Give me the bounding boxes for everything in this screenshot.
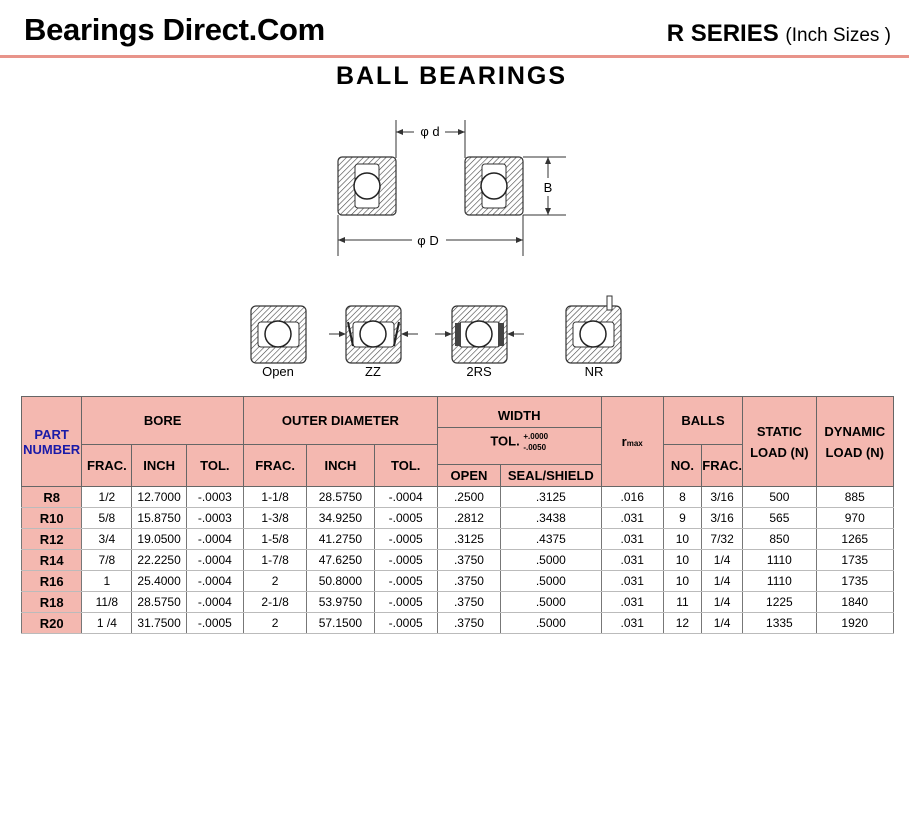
rmax-cell: .031 <box>601 529 663 550</box>
nr-type-diagram <box>566 296 621 363</box>
dynamic-load-cell: 885 <box>816 487 893 508</box>
bore-frac-cell: 1/2 <box>82 487 132 508</box>
width-open-header: OPEN <box>437 465 500 487</box>
balls-header: BALLS <box>663 397 742 445</box>
od-inch-cell: 53.9750 <box>307 592 374 613</box>
od-frac-cell: 2 <box>243 571 306 592</box>
static-load-cell: 565 <box>743 508 816 529</box>
part-number-cell: R12 <box>22 529 82 550</box>
bore-inch-cell: 12.7000 <box>132 487 186 508</box>
bearing-spec-table <box>21 396 894 634</box>
balls-no-cell: 12 <box>663 613 701 634</box>
bore-inch-header: INCH <box>132 445 186 487</box>
od-tol-cell: -.0005 <box>374 571 437 592</box>
bore-frac-cell: 1 <box>82 571 132 592</box>
static-load-cell: 1110 <box>743 571 816 592</box>
dynamic-load-cell: 1920 <box>816 613 893 634</box>
rmax-cell: .031 <box>601 592 663 613</box>
part-number-cell: R16 <box>22 571 82 592</box>
od-tol-header: TOL. <box>374 445 437 487</box>
width-seal-shield-cell: .4375 <box>501 529 601 550</box>
table-row <box>22 487 894 508</box>
width-seal-shield-cell: .5000 <box>501 592 601 613</box>
zz-type-diagram <box>329 306 418 363</box>
bore-dimension-label: φ d <box>420 124 440 139</box>
rmax-cell: .031 <box>601 571 663 592</box>
open-type-diagram <box>251 306 306 363</box>
balls-frac-cell: 3/16 <box>702 487 743 508</box>
type-label-zz: ZZ <box>365 364 381 379</box>
od-inch-cell: 47.6250 <box>307 550 374 571</box>
dynamic-load-cell: 1265 <box>816 529 893 550</box>
balls-no-cell: 10 <box>663 550 701 571</box>
bore-frac-cell: 11/8 <box>82 592 132 613</box>
table-row <box>22 508 894 529</box>
width-seal-shield-cell: .5000 <box>501 550 601 571</box>
part-number-cell: R10 <box>22 508 82 529</box>
bore-tol-cell: -.0004 <box>186 529 243 550</box>
bore-inch-cell: 25.4000 <box>132 571 186 592</box>
rmax-cell: .031 <box>601 613 663 634</box>
bore-frac-cell: 7/8 <box>82 550 132 571</box>
part-number-cell: R18 <box>22 592 82 613</box>
tol-plus: +.0000 <box>523 431 549 441</box>
od-inch-cell: 57.1500 <box>307 613 374 634</box>
width-label: WIDTH <box>438 406 601 428</box>
od-frac-header: FRAC. <box>243 445 306 487</box>
series-sizes: (Inch Sizes ) <box>785 25 891 46</box>
od-inch-header: INCH <box>307 445 374 487</box>
od-tol-cell: -.0004 <box>374 487 437 508</box>
od-inch-cell: 28.5750 <box>307 487 374 508</box>
od-frac-cell: 1-5/8 <box>243 529 306 550</box>
bore-inch-cell: 31.7500 <box>132 613 186 634</box>
width-open-cell: .2812 <box>437 508 500 529</box>
od-inch-cell: 50.8000 <box>307 571 374 592</box>
width-open-cell: .3750 <box>437 550 500 571</box>
part-number-header: PART NUMBER <box>22 397 82 487</box>
page-title: BALL BEARINGS <box>335 62 568 90</box>
od-inch-cell: 34.9250 <box>307 508 374 529</box>
od-inch-cell: 41.2750 <box>307 529 374 550</box>
bore-tol-cell: -.0003 <box>186 487 243 508</box>
bore-frac-cell: 5/8 <box>82 508 132 529</box>
tol-label: TOL. <box>490 432 520 448</box>
od-tol-cell: -.0005 <box>374 613 437 634</box>
type-label-2rs: 2RS <box>466 364 492 379</box>
od-frac-cell: 1-7/8 <box>243 550 306 571</box>
width-open-cell: .3750 <box>437 613 500 634</box>
balls-no-cell: 9 <box>663 508 701 529</box>
width-open-cell: .2500 <box>437 487 500 508</box>
outer-dimension-label: φ D <box>417 233 439 248</box>
bore-inch-cell: 15.8750 <box>132 508 186 529</box>
od-tol-cell: -.0005 <box>374 592 437 613</box>
rmax-header <box>601 397 663 487</box>
balls-frac-cell: 1/4 <box>702 571 743 592</box>
bore-frac-cell: 3/4 <box>82 529 132 550</box>
od-tol-cell: -.0005 <box>374 550 437 571</box>
dynamic-load-cell: 1735 <box>816 571 893 592</box>
bore-tol-header: TOL. <box>186 445 243 487</box>
bore-tol-cell: -.0004 <box>186 592 243 613</box>
width-open-cell: .3750 <box>437 571 500 592</box>
width-seal-shield-cell: .3125 <box>501 487 601 508</box>
static-load-header: STATIC LOAD (N) <box>743 397 816 487</box>
od-tol-cell: -.0005 <box>374 508 437 529</box>
od-tol-cell: -.0005 <box>374 529 437 550</box>
type-label-open: Open <box>262 364 294 379</box>
bore-inch-cell: 22.2250 <box>132 550 186 571</box>
static-load-cell: 1225 <box>743 592 816 613</box>
width-tolerance <box>438 428 601 456</box>
table-row <box>22 592 894 613</box>
balls-frac-cell: 1/4 <box>702 592 743 613</box>
balls-no-cell: 10 <box>663 529 701 550</box>
balls-no-header: NO. <box>663 445 701 487</box>
bore-tol-cell: -.0004 <box>186 571 243 592</box>
static-load-cell: 850 <box>743 529 816 550</box>
tol-minus: -.0050 <box>523 442 547 452</box>
outer-diameter-header: OUTER DIAMETER <box>243 397 437 445</box>
rmax-label: r <box>621 434 627 449</box>
bore-tol-cell: -.0003 <box>186 508 243 529</box>
width-seal-shield-header: SEAL/SHIELD <box>501 465 601 487</box>
bearing-diagrams <box>0 0 909 395</box>
cross-section-diagram <box>338 120 566 256</box>
bore-inch-cell: 19.0500 <box>132 529 186 550</box>
od-frac-cell: 2 <box>243 613 306 634</box>
tol-range <box>523 431 548 453</box>
width-open-cell: .3750 <box>437 592 500 613</box>
bore-frac-cell: 1 /4 <box>82 613 132 634</box>
width-seal-shield-cell: .3438 <box>501 508 601 529</box>
balls-frac-header: FRAC. <box>702 445 743 487</box>
part-number-cell: R8 <box>22 487 82 508</box>
width-header <box>437 397 601 465</box>
od-frac-cell: 2-1/8 <box>243 592 306 613</box>
type-label-nr: NR <box>584 364 604 379</box>
bore-tol-cell: -.0004 <box>186 550 243 571</box>
balls-frac-cell: 1/4 <box>702 550 743 571</box>
2rs-type-diagram <box>435 306 524 363</box>
width-open-cell: .3125 <box>437 529 500 550</box>
dynamic-load-header: DYNAMIC LOAD (N) <box>816 397 893 487</box>
table-row <box>22 529 894 550</box>
width-seal-shield-cell: .5000 <box>501 613 601 634</box>
rmax-cell: .031 <box>601 508 663 529</box>
bore-tol-cell: -.0005 <box>186 613 243 634</box>
bore-header: BORE <box>82 397 244 445</box>
table-row <box>22 550 894 571</box>
balls-no-cell: 10 <box>663 571 701 592</box>
series-name: R SERIES <box>666 20 779 47</box>
bore-inch-cell: 28.5750 <box>132 592 186 613</box>
rmax-sub: max <box>626 439 643 448</box>
width-dimension-label: B <box>543 180 553 195</box>
spec-table-body <box>22 487 894 634</box>
balls-no-cell: 8 <box>663 487 701 508</box>
table-row <box>22 613 894 634</box>
table-row <box>22 571 894 592</box>
balls-frac-cell: 3/16 <box>702 508 743 529</box>
rmax-cell: .016 <box>601 487 663 508</box>
dynamic-load-cell: 970 <box>816 508 893 529</box>
brand-title: Bearings Direct.Com <box>24 12 325 47</box>
width-seal-shield-cell: .5000 <box>501 571 601 592</box>
bore-frac-header: FRAC. <box>82 445 132 487</box>
static-load-cell: 1335 <box>743 613 816 634</box>
part-number-cell: R14 <box>22 550 82 571</box>
dynamic-load-cell: 1840 <box>816 592 893 613</box>
od-frac-cell: 1-1/8 <box>243 487 306 508</box>
balls-frac-cell: 1/4 <box>702 613 743 634</box>
od-frac-cell: 1-3/8 <box>243 508 306 529</box>
rmax-cell: .031 <box>601 550 663 571</box>
static-load-cell: 500 <box>743 487 816 508</box>
balls-frac-cell: 7/32 <box>702 529 743 550</box>
dynamic-load-cell: 1735 <box>816 550 893 571</box>
static-load-cell: 1110 <box>743 550 816 571</box>
part-number-cell: R20 <box>22 613 82 634</box>
balls-no-cell: 11 <box>663 592 701 613</box>
